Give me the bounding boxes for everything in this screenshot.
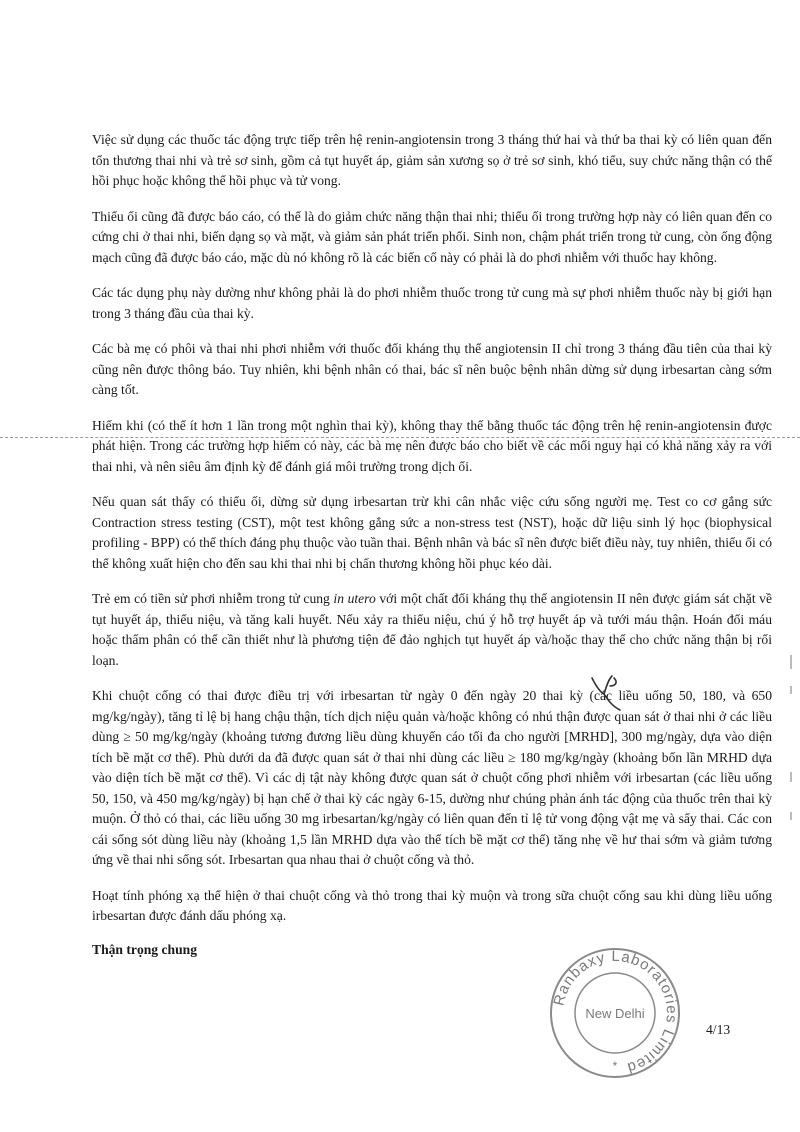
italic-term: in utero (333, 591, 376, 606)
paragraph-text: Trẻ em có tiền sử phơi nhiễm trong tử cung (92, 591, 334, 606)
margin-mark (790, 686, 792, 694)
page-number: 4/13 (706, 1022, 731, 1037)
checkmark-annotation (588, 672, 628, 712)
paragraph: Khi chuột cống có thai được điều trị với irbesartan từ ngày 0 đến ngày 20 thai kỳ (các liều uống 50, 180, và 650 mg/kg/ngày), tăng tỉ lệ bị hang chậu thận, tích dịch niệu quản và/hoặc không có nhú thận được quan sát ở thai nhi ở các liều dùng ≥ 50 mg/kg/ngày (khoảng tương đương liều dùng khuyến cáo tối đa cho người [MRHD], 300 mg/ngày, dựa vào diện tích bề mặt cơ thể). Phù dưới da đã được quan sát ở thai nhi dùng các liều ≥ 180 mg/kg/ngày (khoảng bốn lần MRHD dựa vào diện tích bề mặt cơ thể). Vì các dị tật này không được quan sát ở chuột cống phơi nhiễm với irbesartan (các liều uống 50, 150, và 450 mg/kg/ngày) bị hạn chế ở thai kỳ các ngày 6-15, dường như chúng phản ánh tác động của thuốc trên thai kỳ muộn. Ở thỏ có thai, các liều uống 30 mg irbesartan/kg/ngày có liên quan đến tỉ lệ tử vong động vật mẹ và sẩy thai. Các con cái sống sót dùng liều này (khoảng 1,5 lần MRHD dựa vào thể tích bề mặt cơ thể) tăng nhẹ về hư thai sớm và giảm tương ứng về thai nhi sống sót. Irbesartan qua nhau thai ở chuột cống và thỏ. (92, 688, 772, 867)
seal-star: * (612, 1059, 618, 1073)
seal-center-text: New Delhi (585, 1006, 645, 1021)
seal-arc-text: Ranbaxy Laboratories Limited (550, 947, 681, 1077)
margin-mark (790, 655, 792, 669)
paragraph: Các tác dụng phụ này dường như không phải là do phơi nhiễm thuốc trong tử cung mà sự phơi nhiễm thuốc này bị giới hạn trong 3 tháng đầu của thai kỳ. (92, 285, 772, 321)
paragraph: Hiếm khi (có thể ít hơn 1 lần trong một nghìn thai kỳ), không thay thế bằng thuốc tác động trên hệ renin-angiotensin được phát hiện. Trong các trường hợp hiếm có này, các bà mẹ nên được báo cho biết về các mối nguy hại có khả năng xảy ra với thai nhi, và nên siêu âm định kỳ để đánh giá môi trường trong dịch ối. (92, 417, 772, 474)
company-seal (548, 946, 682, 1080)
paragraph: Hoạt tính phóng xạ thể hiện ở thai chuột cống và thỏ trong thai kỳ muộn và trong sữa chuột cống sau khi dùng liều uống irbesartan được đánh dấu phóng xạ. (92, 887, 772, 923)
paragraph: Việc sử dụng các thuốc tác động trực tiếp trên hệ renin-angiotensin trong 3 tháng thứ hai và thứ ba thai kỳ có liên quan đến tổn thương thai nhi và trẻ sơ sinh, gồm cả tụt huyết áp, giảm sản xương sọ ở trẻ sơ sinh, khó tiểu, suy chức năng thận có thể hồi phục hoặc không thể hồi phục và tử vong. (92, 132, 772, 188)
paragraph: Nếu quan sát thấy có thiểu ối, dừng sử dụng irbesartan trừ khi cân nhắc việc cứu sống người mẹ. Test co cơ gắng sức Contraction stress testing (CST), một test không gắng sức a non-stress test (NST), hoặc dữ liệu sinh lý học (biophysical profiling - BPP) có thể thích đáng phụ thuộc vào tuần thai. Bệnh nhân và bác sĩ nên được biết điều này, tuy nhiên, thiểu ối có thể không xuất hiện cho đến sau khi thai nhi bị chấn thương không hồi phục kéo dài. (92, 494, 772, 571)
paragraph: Các bà mẹ có phôi và thai nhi phơi nhiễm với thuốc đối kháng thụ thể angiotensin II chỉ trong 3 tháng đầu tiên của thai kỳ cũng nên được thông báo. Tuy nhiên, khi bệnh nhân có thai, bác sĩ nên buộc bệnh nhân dừng sử dụng irbesartan càng sớm càng tốt. (92, 341, 772, 397)
margin-mark (790, 812, 792, 820)
paragraph-text: với một chất đối kháng thụ thể angiotensin II nên được giám sát chặt về tụt huyết áp, thiểu niệu, và tăng kali huyết. Nếu xảy ra thiểu niệu, chú ý hỗ trợ huyết áp và tưới máu thận. Hoán đổi máu hoặc thẩm phân có thể cần thiết như là phương tiện để đảo nghịch tụt huyết áp và/hoặc thay thế cho chức năng thận bị rối loạn. (92, 591, 772, 668)
margin-mark (790, 772, 792, 782)
paragraph-in-utero (92, 589, 772, 671)
document-body (92, 130, 772, 958)
paragraph: Thiểu ối cũng đã được báo cáo, có thể là do giảm chức năng thận thai nhi; thiểu ối trong trường hợp này có liên quan đến co cứng chi ở thai nhi, biến dạng sọ và mặt, và giảm sản phát triển phổi. Sinh non, chậm phát triển trong tử cung, còn ống động mạch cũng đã được báo cáo, mặc dù nó không rõ là các biến cố này có phải là do phơi nhiễm với thuốc hay không. (92, 208, 772, 265)
section-heading: Thận trọng chung (92, 941, 198, 957)
